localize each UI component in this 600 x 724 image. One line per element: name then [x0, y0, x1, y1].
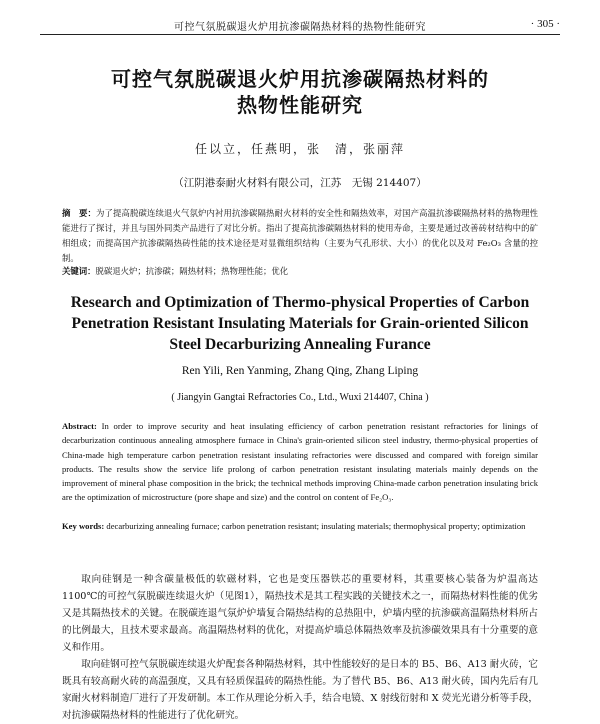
english-abstract-text: In order to improve security and heat insulating efficiency of carbon penetration resistant refractories for linings of decarburization continuous annealing atmosphere furnace in China's grain-oriented silicon steel industry, thermo-physical properties of China-made high temperature carbon penetration resistant insulating refractories were discussed and compared with foreign similar products. The results show the service life prolong of carbon penetration resistant insulating materials mainly depends on the improvement of mineral phase composition in the brick; the technical methods improving China-made carbon penetration insulating brick are the optimization of microstructure (pore shape and size) and the control on content of Fe₂O₃.	[62, 421, 538, 503]
body-text	[62, 571, 538, 724]
body-paragraph-2: 取向硅钢可控气氛脱碳连续退火炉配套各种隔热材料，其中性能较好的是日本的 B5、B6、A13 耐火砖，它既具有较高耐火砖的高温强度，又具有轻质保温砖的隔热性能。为了替代 B5、B6、A13 耐火砖，国内先后有几家耐火材料制造厂进行了开发研制。本工作从理论分析入手，结合电镜、X 射线衍射和 X 荧光光谱分析等手段，对抗渗碳隔热材料的性能进行了优化研究。	[62, 659, 538, 721]
english-keywords	[62, 519, 538, 533]
chinese-authors: 任以立，任燕明，张 清，张丽萍	[194, 142, 405, 156]
chinese-abstract	[62, 206, 538, 266]
chinese-title-line-1: 可控气氛脱碳退火炉用抗渗碳隔热材料的	[111, 67, 489, 91]
english-authors: Ren Yili, Ren Yanming, Zhang Qing, Zhang Liping	[181, 365, 419, 377]
english-keywords-label: Key words:	[62, 521, 105, 531]
english-abstract	[62, 419, 538, 505]
running-header	[40, 18, 560, 35]
chinese-title-line-2: 热物性能研究	[237, 93, 363, 117]
chinese-abstract-text: 为了提高脱碳连续退火气氛炉内衬用抗渗碳隔热耐火材料的安全性和隔热效率，对国产高温抗渗碳隔热材料的热物理性能进行了探讨，并且与国外同类产品进行了对比分析。指出了提高抗渗碳隔热材料的使用寿命，主要是通过改善砖材结构中的矿相组成；而提高国产抗渗碳隔热砖性能的技术途径是对显微组织结构（主要为气孔形状、大小）的优化以及对 Fe₂O₃ 含量的控制。	[62, 208, 539, 263]
english-abstract-label: Abstract:	[62, 421, 97, 431]
english-keywords-text: decarburizing annealing furnace; carbon penetration resistant; insulating materials; thermophysical property; optimization	[106, 521, 526, 531]
english-title-line-3: Steel Decarburizing Annealing Furance	[169, 336, 431, 353]
body-paragraph-1: 取向硅钢是一种含碳量极低的软磁材料，它也是变压器铁芯的重要材料，其重要核心装备为炉温高达1100℃的可控气氛脱碳连续退火炉（见图1），隔热技术是其工程实践的关键技术之一，而隔热材料性能的优劣又是其隔热技术的关键。在脱碳连退气氛炉炉墙复合隔热结构的总热阻中，炉墙内壁的抗渗碳高温隔热材料所占的比例最大，且技术要求最高。高温隔热材料的优化，对提高炉墙总体隔热效率及抗渗碳效果具有十分重要的意义和作用。	[62, 574, 538, 653]
chinese-keywords-text: 脱碳退火炉；抗渗碳；隔热材料；热物理性能；优化	[95, 266, 289, 276]
running-title: 可控气氛脱碳退火炉用抗渗碳隔热材料的热物性能研究	[174, 22, 426, 33]
english-affiliation: ( Jiangyin Gangtai Refractories Co., Ltd., Wuxi 214407, China )	[171, 392, 429, 403]
chinese-keywords-label: 关键词：	[62, 266, 96, 276]
chinese-abstract-label: 摘 要：	[62, 208, 97, 218]
english-title-line-2: Penetration Resistant Insulating Materials for Grain-oriented Silicon	[71, 315, 529, 332]
chinese-keywords	[62, 264, 538, 278]
chinese-title	[60, 66, 540, 118]
english-title-line-1: Research and Optimization of Thermo-physical Properties of Carbon	[70, 294, 530, 311]
chinese-affiliation: （江阴港泰耐火材料有限公司，江苏 无锡 214407）	[173, 177, 427, 189]
english-title	[70, 292, 530, 355]
page-number: · 305 ·	[530, 18, 560, 30]
